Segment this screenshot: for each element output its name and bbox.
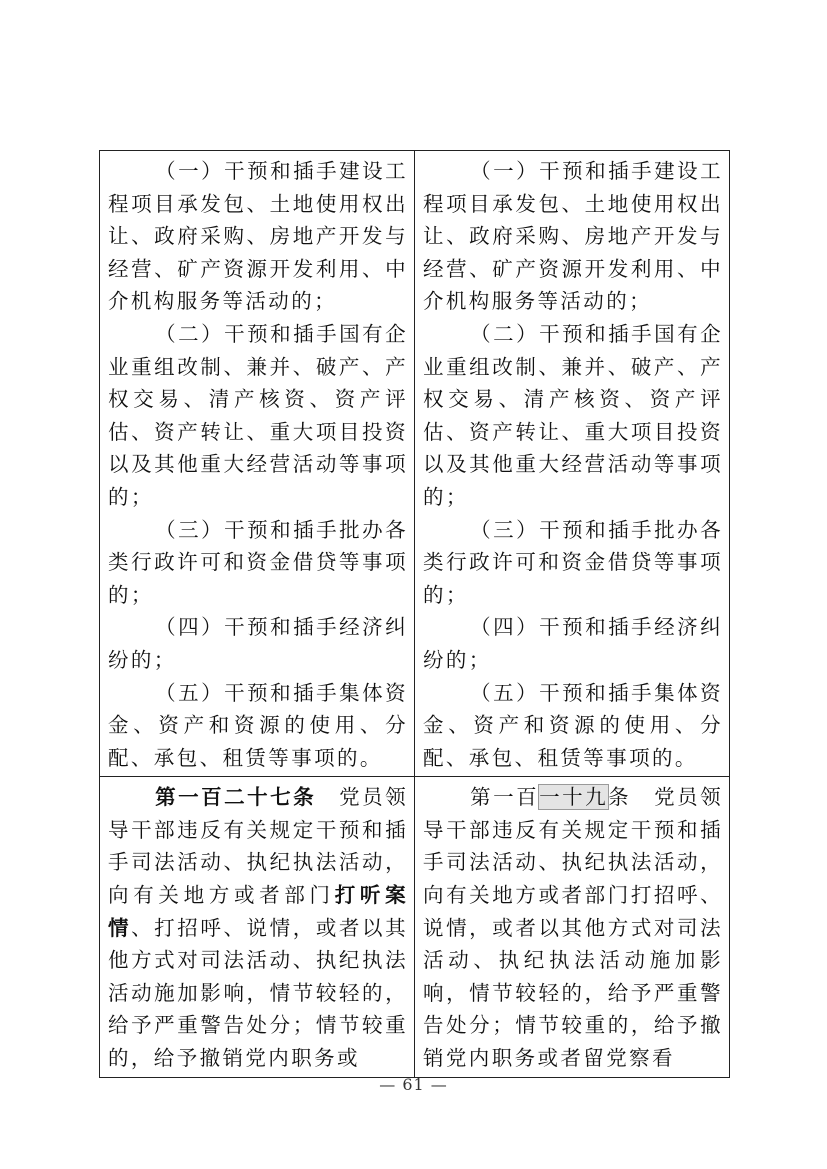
table-row: [100, 777, 730, 1077]
clause-3: （三）干预和插手批办各类行政许可和资金借贷等事项的；: [423, 517, 723, 607]
clause-4: （四）干预和插手经济纠纷的；: [423, 615, 723, 672]
clause-1: （一）干预和插手建设工程项目承发包、土地使用权出让、政府采购、房地产开发与经营、矿产资源开发利用、中介机构服务等活动的；: [423, 159, 723, 314]
article-paragraph: [423, 781, 723, 1074]
comparison-table: [99, 150, 730, 1078]
article-title: 第一百二十七条: [155, 785, 317, 810]
clause-1: （一）干预和插手建设工程项目承发包、土地使用权出让、政府采购、房地产开发与经营、矿产资源开发利用、中介机构服务等活动的；: [108, 159, 408, 314]
highlighted-number: 一十九: [539, 785, 609, 810]
article-paragraph: [108, 781, 408, 1074]
left-cell-article: [100, 777, 415, 1077]
clause-4: （四）干预和插手经济纠纷的；: [108, 615, 408, 672]
left-cell-old-text: [100, 151, 415, 777]
clause-5: （五）干预和插手集体资金、资产和资源的使用、分配、承包、租赁等事项的。: [108, 680, 408, 770]
clause-2: （二）干预和插手国有企业重组改制、兼并、破产、产权交易、清产核资、资产评估、资产转让、重大项目投资以及其他重大经营活动等事项的；: [108, 321, 408, 509]
clause-5: （五）干预和插手集体资金、资产和资源的使用、分配、承包、租赁等事项的。: [423, 680, 723, 770]
clause-3: （三）干预和插手批办各类行政许可和资金借贷等事项的；: [108, 517, 408, 607]
article-title: 第一百一十九条: [470, 785, 632, 810]
right-cell-article: [415, 777, 730, 1077]
clause-2: （二）干预和插手国有企业重组改制、兼并、破产、产权交易、清产核资、资产评估、资产转让、重大项目投资以及其他重大经营活动等事项的；: [423, 321, 723, 509]
page-number: — 61 —: [379, 1075, 448, 1094]
article-bold-text: 打听案情: [108, 883, 408, 940]
article-text: 党员领导干部违反有关规定干预和插手司法活动、执纪执法活动，向有关地方或者部门打招呼、说情，或者以其他方式对司法活动、执纪执法活动施加影响，情节较轻的，给予严重警告处分；情节较重的，给予撤销党内职务或者留党察看: [423, 785, 723, 1071]
right-cell-new-text: [415, 151, 730, 777]
table-row: [100, 151, 730, 777]
article-text: 党员领导干部违反有关规定干预和插手司法活动、执纪执法活动，向有关地方或者部门: [108, 785, 408, 908]
article-text: 、打招呼、说情，或者以其他方式对司法活动、执纪执法活动施加影响，情节较轻的，给予严重警告处分；情节较重的，给予撤销党内职务或: [108, 915, 408, 1071]
